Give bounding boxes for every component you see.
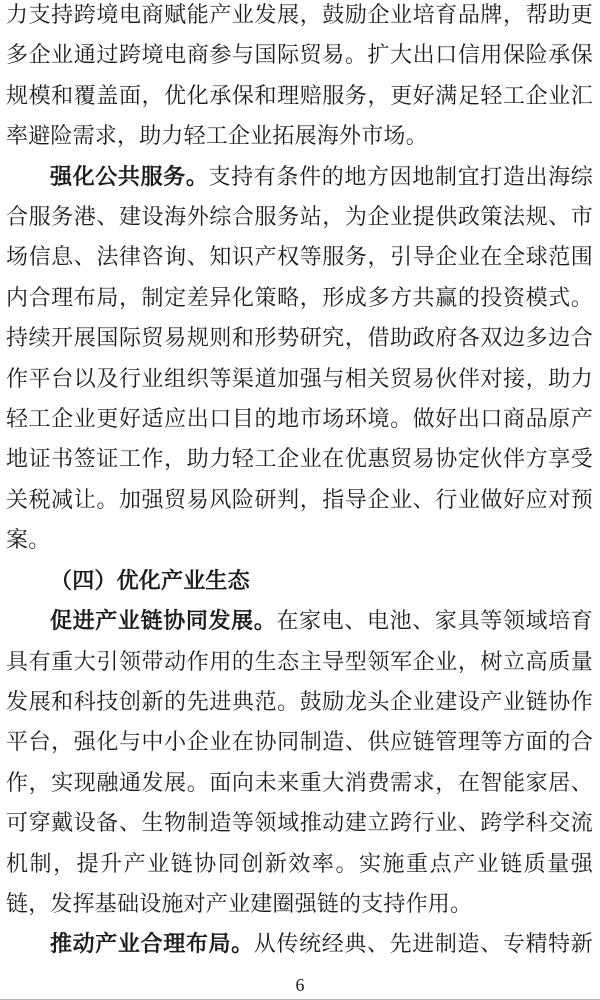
paragraph-continuation [6,0,593,157]
paragraph-text: 力支持跨境电商赋能产业发展，鼓励企业培育品牌，帮助更多企业通过跨境电商参与国际贸易。扩大出口信用保险承保规模和覆盖面，优化承保和理赔服务，更好满足轻工企业汇率避险需求，助力轻工企业拓展海外市场。 [6,2,593,149]
paragraph-text: 从传统经典、先进制造、专精特新 [253,931,593,957]
paragraph-public-services [6,157,593,561]
page-number: 6 [295,975,305,995]
paragraph-lead: 强化公共服务。 [50,163,209,189]
paragraph-lead: 推动产业合理布局。 [50,931,254,957]
paragraph-industry-chain [6,601,593,924]
paragraph-industry-layout [6,924,593,964]
paragraph-text: 在家电、电池、家具等领域培育具有重大引领带动作用的生态主导型领军企业，树立高质量发展和科技创新的先进典范。鼓励龙头企业建设产业链协作平台，强化与中小企业在协同制造、供应链管理等方面的合作，实现融通发展。面向未来重大消费需求，在智能家居、可穿戴设备、生物制造等领域推动建立跨行业、跨学科交流机制，提升产业链协同创新效率。实施重点产业链质量强链，发挥基础设施对产业建圈强链的支持作用。 [6,608,593,916]
paragraph-text: 支持有条件的地方因地制宜打造出海综合服务港、建设海外综合服务站，为企业提供政策法规、市场信息、法律咨询、知识产权等服务，引导企业在全球范围内合理布局，制定差异化策略，形成多方共赢的投资模式。持续开展国际贸易规则和形势研究，借助政府各双边多边合作平台以及行业组织等渠道加强与相关贸易伙伴对接，助力轻工企业更好适应出口目的地市场环境。做好出口商品原产地证书签证工作，助力轻工企业在优惠贸易协定伙伴方享受关税减让。加强贸易风险研判，指导企业、行业做好应对预案。 [6,163,594,553]
paragraph-lead: 促进产业链协同发展。 [50,608,277,634]
section-heading: （四）优化产业生态 [50,567,250,593]
